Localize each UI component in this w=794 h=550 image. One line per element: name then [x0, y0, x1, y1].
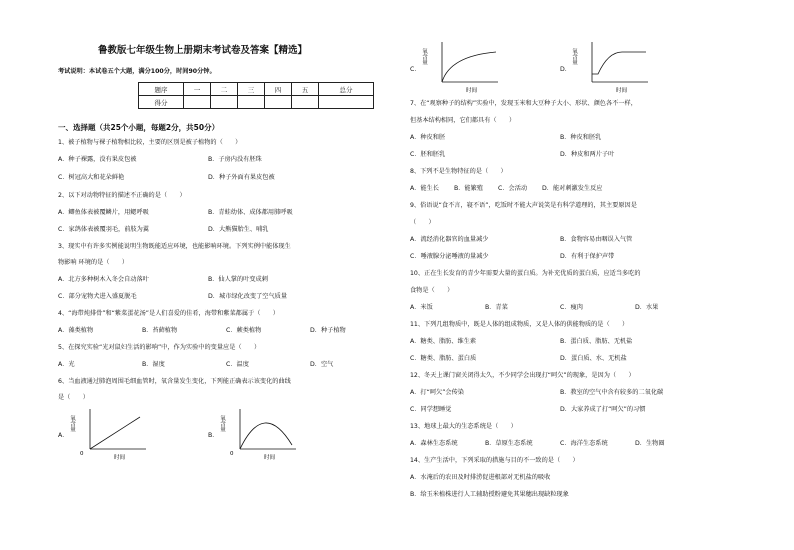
section-heading: 一、选择题（共25个小题，每题2分，共50分） [58, 123, 220, 132]
graph-option-c [422, 38, 502, 94]
score-cell: 总分 [319, 83, 374, 96]
score-cell: 四 [265, 83, 292, 96]
graph-x-label: 时间 [616, 88, 628, 94]
question-4: 4、“海带炖排骨”和“紫菜蛋花汤”是人们喜爱的佳肴，海带和紫菜都属于（ ） [58, 310, 279, 317]
option-c: C．瘦肉 [560, 304, 583, 311]
option-b: B．青菜 [485, 304, 508, 311]
exam-instructions: 考试说明：本试卷五个大题，满分100分，时间90分钟。 [58, 68, 216, 75]
graph-curve [592, 52, 646, 74]
option-b: B．蛋白质、脂肪、无机盐 [560, 338, 633, 345]
option-b: B．子房内没有胚珠 [208, 156, 262, 163]
question-1: 1、被子植物与裸子植物相比较，主要的区别是被子植物的（ ） [58, 139, 242, 146]
question-6: 6、当血液通过肺泡周围毛细血管时，氧含量发生变化，下列能正确表示该变化的曲线 [58, 378, 291, 385]
option-a: A．光 [58, 361, 75, 368]
option-d: D．种皮和两片子叶 [560, 151, 615, 158]
graph-curve [240, 423, 292, 449]
option-a: A．藻类植物 [58, 327, 94, 334]
option-b: B．湿度 [142, 361, 165, 368]
score-cell [211, 96, 238, 109]
option-d: D．生物圈 [635, 440, 665, 447]
question-7-cont: 但基本结构相同，它们都具有（ ） [410, 117, 516, 124]
question-9-cont: （ ） [410, 219, 435, 226]
question-5: 5、在探究实验“光对鼠妇生活的影响”中，作为实验中的变量应是（ ） [58, 344, 261, 351]
graph-y-label: 氧含量 [219, 415, 225, 432]
score-cell [292, 96, 319, 109]
graph-y-label: 氧含量 [421, 48, 427, 65]
score-cell: 三 [238, 83, 265, 96]
question-12: 12、冬天上课门窗关闭得太久，不少同学会出现打“呵欠”的现象，是因为（ ） [410, 372, 635, 379]
score-table-header-row [139, 83, 374, 96]
question-13: 13、地球上最大的生态系统是（ ） [410, 423, 517, 430]
option-d: D．大家养成了打“呵欠”的习惯 [560, 406, 646, 413]
option-b: B． [208, 432, 219, 439]
score-table [138, 82, 374, 109]
question-10-cont: 食物是（ ） [410, 287, 454, 294]
graph-option-d [572, 38, 652, 94]
score-cell [238, 96, 265, 109]
option-c: C．海洋生态系统 [560, 440, 608, 447]
graph-origin: 0 [230, 451, 234, 457]
option-d: D．种子植物 [310, 327, 346, 334]
option-b: B．仙人掌的叶变成刺 [208, 276, 268, 283]
option-d: D．种子外面有果皮包被 [208, 174, 275, 181]
graph-option-b [220, 405, 300, 461]
option-b: B．种皮和胚乳 [560, 134, 602, 141]
graph-y-label: 氧含量 [571, 48, 577, 65]
option-a: A．米饭 [410, 304, 433, 311]
option-d: D．城市绿化改变了空气质量 [208, 293, 288, 300]
graph-x-label: 时间 [114, 455, 126, 461]
option-c: C．胚和胚乳 [410, 151, 446, 158]
question-2: 2、以下对动物特征的描述不正确的是（ ） [58, 192, 186, 199]
option-c: C．家鸽体表被覆羽毛，前肢为翼 [58, 226, 149, 233]
score-cell [265, 96, 292, 109]
score-cell [184, 96, 211, 109]
graph-option-a [70, 405, 150, 461]
graph-x-label: 时间 [466, 88, 478, 94]
option-b: B．能繁殖 [454, 185, 483, 192]
option-b: B．教室的空气中含有较多的二氧化碳 [560, 389, 664, 396]
option-a: A．能生长 [410, 185, 439, 192]
question-9: 9、俗语说“食不言，寝不语”，吃饭时不能大声说笑是有科学道理的，其主要原因是 [410, 202, 637, 209]
question-7: 7、在“观察种子的结构”实验中，发现玉米和大豆种子大小、形状、颜色各不一样， [410, 100, 637, 107]
option-a: A．北方多种树木入冬会自动落叶 [58, 276, 149, 283]
option-d: D．能对刺激发生反应 [542, 185, 603, 192]
option-a: A．种子裸露，没有果皮包被 [58, 156, 137, 163]
option-d: D．大熊猫胎生、哺乳 [208, 226, 269, 233]
question-6-cont: 是（ ） [58, 394, 89, 401]
score-cell [319, 96, 374, 109]
graph-curve [442, 52, 496, 82]
option-b: B．青蛙幼体、成体都用肺呼吸 [208, 209, 293, 216]
score-cell: 二 [211, 83, 238, 96]
page-title: 鲁教版七年级生物上册期末考试卷及答案【精选】 [98, 45, 308, 56]
option-a: A．种皮和胚 [410, 134, 446, 141]
option-b: B．食物容易由咽误入气管 [560, 236, 633, 243]
option-a: A．森林生态系统 [410, 440, 458, 447]
option-d: D．有利于保护声带 [560, 253, 615, 260]
option-c: C．温度 [226, 361, 249, 368]
option-a: A．水淹后的农田及时排涝促进根部对无机盐的吸收 [410, 474, 551, 481]
option-c: C．会活动 [498, 185, 528, 192]
graph-x-label: 时间 [264, 455, 276, 461]
option-a: A．打“呵欠”会传染 [410, 389, 464, 396]
score-cell: 题序 [139, 83, 184, 96]
option-c: C．蕨类植物 [226, 327, 262, 334]
option-b: B．给玉米植株进行人工辅助授粉避免其果穗出现缺粒现象 [410, 491, 569, 498]
question-11: 11、下列几组物质中，既是人体的组成物质，又是人体的供能物质的是（ ） [410, 321, 629, 328]
option-c: C．树冠高大和花朵鲜艳 [58, 174, 125, 181]
option-c: C．糖类、脂肪、蛋白质 [410, 355, 477, 362]
option-d: D．水果 [635, 304, 659, 311]
graph-curve [90, 417, 140, 449]
question-8: 8、下列不是生物特征的是（ ） [410, 168, 507, 175]
option-c: C．部分宠物犬进入盛夏脱毛 [58, 293, 137, 300]
graph-y-label: 氧含量 [69, 415, 75, 432]
option-a: A． [58, 432, 69, 439]
option-b: B．草原生态系统 [485, 440, 533, 447]
option-a: A．糖类、脂肪、维生素 [410, 338, 477, 345]
option-a: A．流经消化器官的血量减少 [410, 236, 489, 243]
question-10: 10、正在生长发育的青少年需要大量的蛋白质。为补充优质的蛋白质，应适当多吃的 [410, 270, 641, 277]
option-c: C．唾液腺分泌唾液的量减少 [410, 253, 489, 260]
option-d: D．空气 [310, 361, 334, 368]
question-3: 3、现实中有许多实例能说明生物既能适应环境，也能影响环境。下列实例中能体现生 [58, 243, 291, 250]
option-d: D．蛋白质、水、无机盐 [560, 355, 627, 362]
score-cell: 五 [292, 83, 319, 96]
option-c: C．同学想睡觉 [410, 406, 452, 413]
score-cell: 得分 [139, 96, 184, 109]
question-14: 14、生产生活中，下列采取的措施与目的不一致的是（ ） [410, 457, 579, 464]
score-table-score-row [139, 96, 374, 109]
option-b: B．苔藓植物 [142, 327, 178, 334]
option-d: D． [560, 66, 571, 73]
option-a: A．鲫鱼体表被覆鳞片，用鳃呼吸 [58, 209, 149, 216]
option-c: C． [410, 66, 421, 73]
question-3-cont: 物影响 环境的是（ ） [58, 259, 129, 266]
graph-origin: 0 [80, 451, 84, 457]
score-cell: 一 [184, 83, 211, 96]
